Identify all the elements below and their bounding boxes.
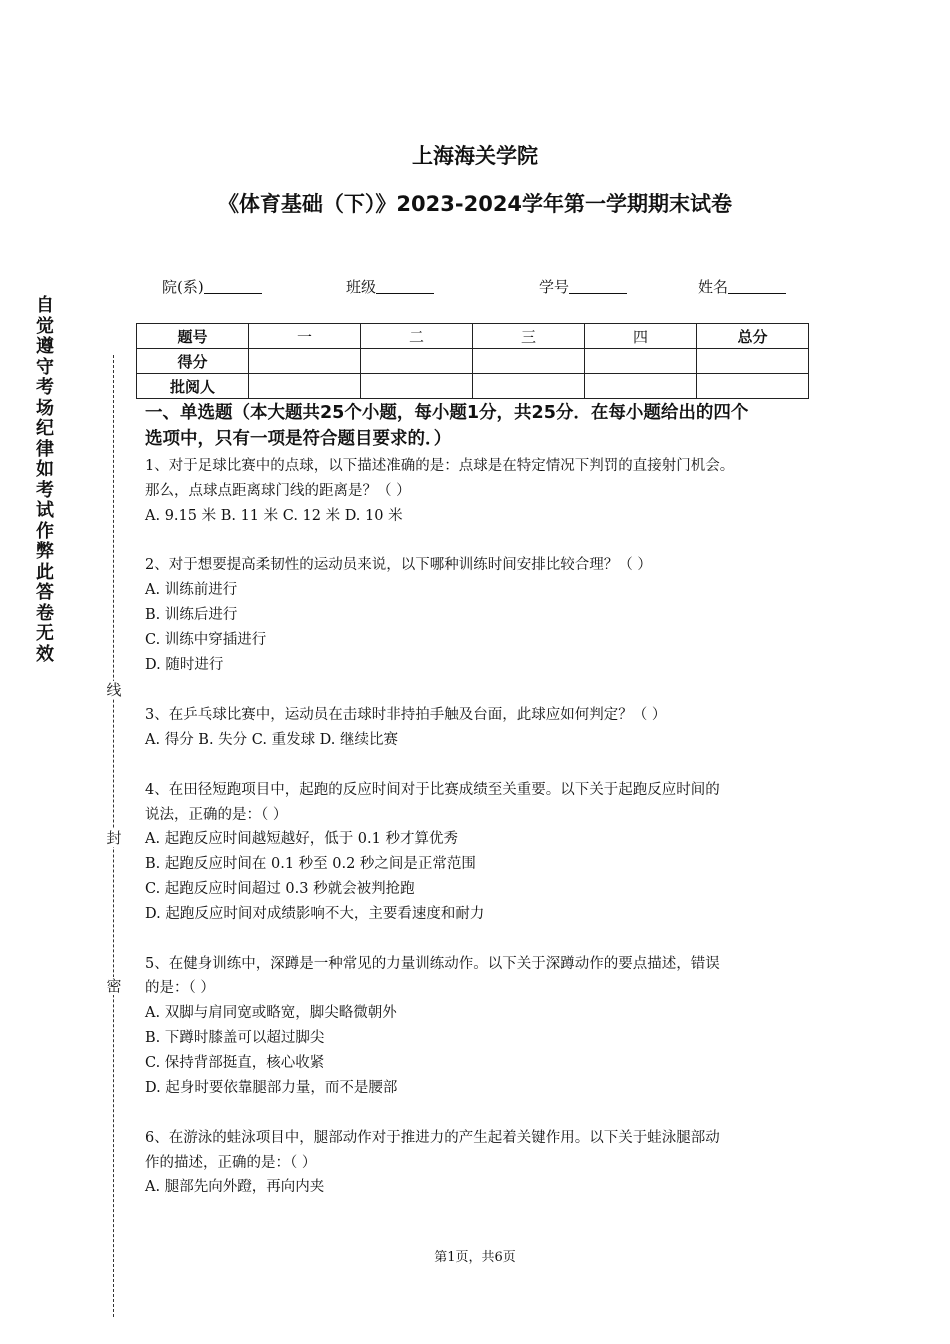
score-table-row: [137, 349, 809, 374]
question-1-options: A. 9.15 米 B. 11 米 C. 12 米 D. 10 米: [145, 508, 403, 524]
question-4-stem: 4、在田径短跑项目中，起跑的反应时间对于比赛成绩至关重要。以下关于起跑反应时间的: [145, 782, 720, 798]
table-cell: 二: [361, 324, 473, 349]
table-cell: 一: [249, 324, 361, 349]
question-4-option: B. 起跑反应时间在 0.1 秒至 0.2 秒之间是正常范围: [145, 856, 476, 872]
info-label: 姓名: [698, 278, 729, 296]
table-cell: 批阅人: [137, 374, 249, 399]
binding-mark-xian: 线: [104, 681, 124, 699]
table-cell: [473, 374, 585, 399]
table-cell: [361, 374, 473, 399]
table-cell: 题号: [137, 324, 249, 349]
table-cell: [473, 349, 585, 374]
question-5-option: D. 起身时要依靠腿部力量，而不是腰部: [145, 1080, 398, 1096]
question-5-stem: 的是：（ ）: [145, 980, 215, 996]
table-cell: 得分: [137, 349, 249, 374]
binding-mark-feng: 封: [104, 829, 124, 847]
score-table-row: [137, 374, 809, 399]
score-table-header-row: [137, 324, 809, 349]
question-6-stem: 作的描述，正确的是：（ ）: [145, 1155, 317, 1171]
table-cell: [697, 374, 809, 399]
info-field-name: [698, 276, 786, 297]
question-2-option: C. 训练中穿插进行: [145, 632, 267, 648]
question-5-option: B. 下蹲时膝盖可以超过脚尖: [145, 1030, 325, 1046]
question-3-options: A. 得分 B. 失分 C. 重发球 D. 继续比赛: [145, 732, 399, 748]
info-field-class: [346, 276, 434, 297]
question-5-option: C. 保持背部挺直，核心收紧: [145, 1055, 325, 1071]
question-4-stem: 说法，正确的是：（ ）: [145, 807, 288, 823]
section-heading-line: 一、单选题（本大题共25个小题，每小题1分，共25分．在每小题给出的四个: [145, 403, 749, 423]
binding-notice: 自觉遵守考场纪律如考试作弊此答卷无效: [36, 295, 54, 665]
question-2-option: D. 随时进行: [145, 657, 224, 673]
table-cell: [697, 349, 809, 374]
section-heading: [145, 400, 825, 452]
table-cell: 三: [473, 324, 585, 349]
table-cell: [585, 349, 697, 374]
info-label: 院(系): [162, 278, 204, 296]
school-name: 上海海关学院: [412, 144, 538, 168]
info-label: 学号: [539, 278, 570, 296]
table-cell: [249, 374, 361, 399]
page-number: 第1页，共6页: [434, 1250, 516, 1265]
section-heading-line: 选项中，只有一项是符合题目要求的．）: [145, 429, 452, 449]
question-6-stem: 6、在游泳的蛙泳项目中，腿部动作对于推进力的产生起着关键作用。以下关于蛙泳腿部动: [145, 1130, 720, 1146]
info-field-department: [162, 276, 262, 297]
table-cell: 总分: [697, 324, 809, 349]
question-4-option: D. 起跑反应时间对成绩影响不大，主要看速度和耐力: [145, 906, 485, 922]
score-table: [136, 323, 809, 399]
question-6-option: A. 腿部先向外蹬，再向内夹: [145, 1179, 325, 1195]
question-1-stem: 1、对于足球比赛中的点球，以下描述准确的是：点球是在特定情况下判罚的直接射门机会。: [145, 458, 735, 474]
question-5-option: A. 双脚与肩同宽或略宽，脚尖略微朝外: [145, 1005, 397, 1021]
info-field-student-id: [539, 276, 627, 297]
info-blank: [376, 277, 434, 294]
table-cell: [361, 349, 473, 374]
exam-title: 《体育基础（下）》2023-2024学年第一学期期末试卷: [217, 192, 733, 216]
question-5-stem: 5、在健身训练中，深蹲是一种常见的力量训练动作。以下关于深蹲动作的要点描述，错误: [145, 956, 720, 972]
question-2-stem: 2、对于想要提高柔韧性的运动员来说，以下哪种训练时间安排比较合理？（ ）: [145, 557, 652, 573]
info-blank: [569, 277, 627, 294]
info-label: 班级: [346, 278, 377, 296]
question-3-stem: 3、在乒乓球比赛中，运动员在击球时非持拍手触及台面，此球应如何判定？（ ）: [145, 707, 667, 723]
table-cell: [585, 374, 697, 399]
info-blank: [204, 277, 262, 294]
info-blank: [728, 277, 786, 294]
question-2-option: B. 训练后进行: [145, 607, 238, 623]
table-cell: [249, 349, 361, 374]
table-cell: 四: [585, 324, 697, 349]
question-2-option: A. 训练前进行: [145, 582, 238, 598]
question-1-stem: 那么，点球点距离球门线的距离是？（ ）: [145, 483, 411, 499]
question-4-option: C. 起跑反应时间超过 0.3 秒就会被判抢跑: [145, 881, 415, 897]
binding-mark-mi: 密: [104, 977, 124, 995]
question-4-option: A. 起跑反应时间越短越好，低于 0.1 秒才算优秀: [145, 831, 458, 847]
